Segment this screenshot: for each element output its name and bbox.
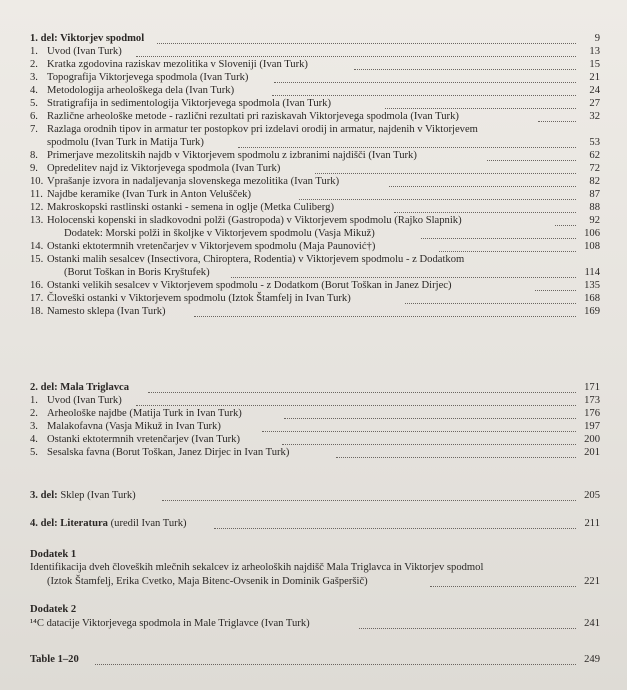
toc-entry[interactable] xyxy=(0,45,627,58)
toc-entry[interactable] xyxy=(0,110,627,123)
toc-entry-title: Opredelitev najd iz Viktorjevega spodmola (Ivan Turk) xyxy=(47,163,281,174)
toc-leader-dots xyxy=(157,42,576,44)
toc-entry-number: 7. xyxy=(30,124,38,135)
toc-entry-title: Ostanki ektotermnih vretenčarjev v Viktorjevem spodmolu (Maja Paunović†) xyxy=(47,241,376,252)
toc-leader-dots xyxy=(487,159,576,161)
toc-page-number: 173 xyxy=(584,395,600,406)
toc-entry-title: ¹⁴C datacije Viktorjevega spodmola in Male Triglavce (Ivan Turk) xyxy=(30,618,310,629)
toc-entry[interactable] xyxy=(0,32,627,45)
toc-page-number: 72 xyxy=(589,163,600,174)
toc-entry[interactable] xyxy=(0,446,627,459)
toc-page-number: 53 xyxy=(589,137,600,148)
toc-page-number: 21 xyxy=(589,72,600,83)
toc-entry[interactable] xyxy=(0,123,627,136)
toc-entry-title: Ostanki malih sesalcev (Insectivora, Chiroptera, Rodentia) v Viktorjevem spodmolu - z Dodatkom xyxy=(47,254,465,265)
toc-page-number: 15 xyxy=(589,59,600,70)
toc-entry[interactable] xyxy=(0,617,627,630)
toc-page-number: 92 xyxy=(589,215,600,226)
toc-leader-dots xyxy=(354,68,576,70)
toc-entry-number: 6. xyxy=(30,111,38,122)
toc-leader-dots xyxy=(336,456,576,458)
toc-entry-number: 11. xyxy=(30,189,43,200)
toc-page-number: 241 xyxy=(584,618,600,629)
toc-entry-title: Stratigrafija in sedimentologija Viktorjevega spodmola (Ivan Turk) xyxy=(47,98,331,109)
toc-entry[interactable] xyxy=(0,58,627,71)
toc-entry[interactable] xyxy=(0,561,627,574)
toc-entry[interactable] xyxy=(0,214,627,227)
toc-page-number: 200 xyxy=(584,434,600,445)
toc-entry[interactable] xyxy=(0,394,627,407)
toc-entry-title: Različne arheološke metode - različni rezultati pri raziskavah Viktorjevega spodmola (Ivan Turk) xyxy=(47,111,459,122)
toc-entry[interactable] xyxy=(0,227,627,240)
toc-leader-dots xyxy=(148,391,576,393)
toc-entry-title: 1. del: Viktorjev spodmol xyxy=(30,33,145,44)
toc-leader-dots xyxy=(430,585,576,587)
toc-entry-title: Topografija Viktorjevega spodmola (Ivan Turk) xyxy=(47,72,249,83)
toc-entry-number: 10. xyxy=(30,176,44,187)
toc-entry-title: Uvod (Ivan Turk) xyxy=(47,46,122,57)
toc-page-number: 88 xyxy=(589,202,600,213)
toc-entry-title: Sesalska favna (Borut Toškan, Janez Dirjec in Ivan Turk) xyxy=(47,447,290,458)
toc-entry-number: 8. xyxy=(30,150,38,161)
toc-entry-title: Malakofavna (Vasja Mikuž in Ivan Turk) xyxy=(47,421,221,432)
toc-entry-number: 14. xyxy=(30,241,44,252)
toc-entry[interactable] xyxy=(0,548,627,561)
toc-entry-title: Dodatek 1 xyxy=(30,549,77,560)
toc-entry-title: Najdbe keramike (Ivan Turk in Anton Velušček) xyxy=(47,189,251,200)
toc-entry-title: (Iztok Štamfelj, Erika Cvetko, Maja Bitenc-Ovsenik in Dominik Gašperšič) xyxy=(47,576,368,587)
toc-leader-dots xyxy=(284,417,576,419)
toc-page-number: 24 xyxy=(589,85,600,96)
toc-page-number: 169 xyxy=(584,306,600,317)
toc-page-number: 197 xyxy=(584,421,600,432)
toc-entry-title: Kratka zgodovina raziskav mezolitika v Sloveniji (Ivan Turk) xyxy=(47,59,308,70)
toc-entry-number: 3. xyxy=(30,421,38,432)
toc-entry-number: 13. xyxy=(30,215,44,226)
toc-page-number: 201 xyxy=(584,447,600,458)
toc-entry-title: Primerjave mezolitskih najdb v Viktorjevem spodmolu z izbranimi najdišči (Ivan Turk) xyxy=(47,150,417,161)
toc-page-number: 13 xyxy=(589,46,600,57)
toc-entry-title: (Borut Toškan in Boris Kryštufek) xyxy=(64,267,210,278)
toc-leader-dots xyxy=(238,146,576,148)
toc-entry-title: Ostanki velikih sesalcev v Viktorjevem spodmolu - z Dodatkom (Borut Toškan in Janez Dirjec) xyxy=(47,280,452,291)
toc-leader-dots xyxy=(162,499,576,501)
toc-leader-dots xyxy=(385,107,576,109)
toc-entry-number: 9. xyxy=(30,163,38,174)
toc-entry[interactable] xyxy=(0,603,627,616)
toc-entry[interactable] xyxy=(0,162,627,175)
toc-leader-dots xyxy=(136,404,576,406)
toc-entry[interactable] xyxy=(0,149,627,162)
toc-entry-title: Dodatek 2 xyxy=(30,604,77,615)
toc-entry-title: Makroskopski rastlinski ostanki - semena in oglje (Metka Culiberg) xyxy=(47,202,334,213)
toc-entry-title: Metodologija arheološkega dela (Ivan Turk) xyxy=(47,85,235,96)
toc-leader-dots xyxy=(405,302,576,304)
toc-leader-dots xyxy=(136,55,576,57)
toc-entry[interactable] xyxy=(0,381,627,394)
toc-page-number: 168 xyxy=(584,293,600,304)
toc-leader-dots xyxy=(272,94,576,96)
toc-entry[interactable] xyxy=(0,433,627,446)
toc-entry[interactable] xyxy=(0,407,627,420)
toc-entry-title: spodmolu (Ivan Turk in Matija Turk) xyxy=(47,137,204,148)
toc-entry[interactable] xyxy=(0,575,627,588)
toc-entry-number: 2. xyxy=(30,408,38,419)
toc-entry-title: Identifikacija dveh človeških mlečnih sekalcev iz arheoloških najdišč Mala Triglavca in Viktorjev spodmol xyxy=(30,562,484,573)
toc-entry[interactable] xyxy=(0,266,627,279)
toc-leader-dots xyxy=(214,527,576,529)
toc-page-number: 205 xyxy=(584,490,600,501)
toc-entry-number: 2. xyxy=(30,59,38,70)
toc-leader-dots xyxy=(389,185,576,187)
toc-page-number: 9 xyxy=(594,33,600,44)
toc-leader-dots xyxy=(95,663,576,665)
toc-entry-title: Holocenski kopenski in sladkovodni polži (Gastropoda) v Viktorjevem spodmolu (Rajko Slapnik) xyxy=(47,215,462,226)
toc-page-number: 176 xyxy=(584,408,600,419)
toc-entry-number: 17. xyxy=(30,293,44,304)
toc-leader-dots xyxy=(231,276,576,278)
toc-entry[interactable] xyxy=(0,175,627,188)
toc-entry-title: 2. del: Mala Triglavca xyxy=(30,382,130,393)
toc-page-number: 108 xyxy=(584,241,600,252)
toc-entry[interactable] xyxy=(0,97,627,110)
toc-page-number: 27 xyxy=(589,98,600,109)
toc-entry-title: Dodatek: Morski polži in školjke v Viktorjevem spodmolu (Vasja Mikuž) xyxy=(64,228,375,239)
toc-entry[interactable] xyxy=(0,517,627,530)
toc-leader-dots xyxy=(421,237,576,239)
toc-page-number: 249 xyxy=(584,654,600,665)
toc-entry-number: 15. xyxy=(30,254,44,265)
toc-entry[interactable] xyxy=(0,240,627,253)
toc-page-number: 82 xyxy=(589,176,600,187)
toc-page-number: 62 xyxy=(589,150,600,161)
toc-entry[interactable] xyxy=(0,253,627,266)
toc-entry-number: 18. xyxy=(30,306,44,317)
toc-leader-dots xyxy=(315,172,576,174)
toc-page-number: 211 xyxy=(584,518,600,529)
toc-entry-number: 16. xyxy=(30,280,44,291)
toc-entry[interactable] xyxy=(0,279,627,292)
toc-entry-number: 1. xyxy=(30,395,38,406)
toc-entry-title: 4. del: Literatura (uredil Ivan Turk) xyxy=(30,518,187,529)
toc-entry-number: 5. xyxy=(30,447,38,458)
toc-leader-dots xyxy=(439,250,576,252)
toc-entry-number: 4. xyxy=(30,434,38,445)
toc-page-number: 87 xyxy=(589,189,600,200)
toc-page-number: 221 xyxy=(584,576,600,587)
toc-page-number: 114 xyxy=(584,267,600,278)
toc-entry-number: 12. xyxy=(30,202,44,213)
toc-entry[interactable] xyxy=(0,201,627,214)
toc-entry-number: 3. xyxy=(30,72,38,83)
toc-entry[interactable] xyxy=(0,71,627,84)
toc-entry[interactable] xyxy=(0,136,627,149)
toc-entry[interactable] xyxy=(0,420,627,433)
toc-leader-dots xyxy=(274,81,576,83)
toc-leader-dots xyxy=(262,430,576,432)
toc-entry[interactable] xyxy=(0,84,627,97)
toc-leader-dots xyxy=(359,627,576,629)
toc-entry-number: 4. xyxy=(30,85,38,96)
toc-leader-dots xyxy=(282,443,576,445)
toc-entry[interactable] xyxy=(0,653,627,666)
toc-entry-number: 1. xyxy=(30,46,38,57)
toc-entry-title: Namesto sklepa (Ivan Turk) xyxy=(47,306,166,317)
toc-entry[interactable] xyxy=(0,188,627,201)
toc-entry[interactable] xyxy=(0,292,627,305)
toc-entry-title: Človeški ostanki v Viktorjevem spodmolu (Iztok Štamfelj in Ivan Turk) xyxy=(47,293,351,304)
toc-entry-title: Arheološke najdbe (Matija Turk in Ivan Turk) xyxy=(47,408,242,419)
toc-entry[interactable] xyxy=(0,305,627,318)
toc-page-number: 106 xyxy=(584,228,600,239)
toc-entry-title: Ostanki ektotermnih vretenčarjev (Ivan Turk) xyxy=(47,434,240,445)
toc-entry[interactable] xyxy=(0,489,627,502)
toc-entry-number: 5. xyxy=(30,98,38,109)
toc-entry-title: Vprašanje izvora in nadaljevanja slovenskega mezolitika (Ivan Turk) xyxy=(47,176,340,187)
toc-entry-title: 3. del: Sklep (Ivan Turk) xyxy=(30,490,136,501)
toc-entry-title: Uvod (Ivan Turk) xyxy=(47,395,122,406)
toc-page-number: 135 xyxy=(584,280,600,291)
toc-page-number: 171 xyxy=(584,382,600,393)
toc-leader-dots xyxy=(394,211,576,213)
toc-leader-dots xyxy=(194,315,576,317)
toc-leader-dots xyxy=(299,198,576,200)
toc-page-number: 32 xyxy=(589,111,600,122)
toc-entry-title: Table 1–20 xyxy=(30,654,79,665)
toc-entry-title: Razlaga orodnih tipov in armatur ter postopkov pri izdelavi orodij in armatur, najdenih v Viktorjevem xyxy=(47,124,478,135)
